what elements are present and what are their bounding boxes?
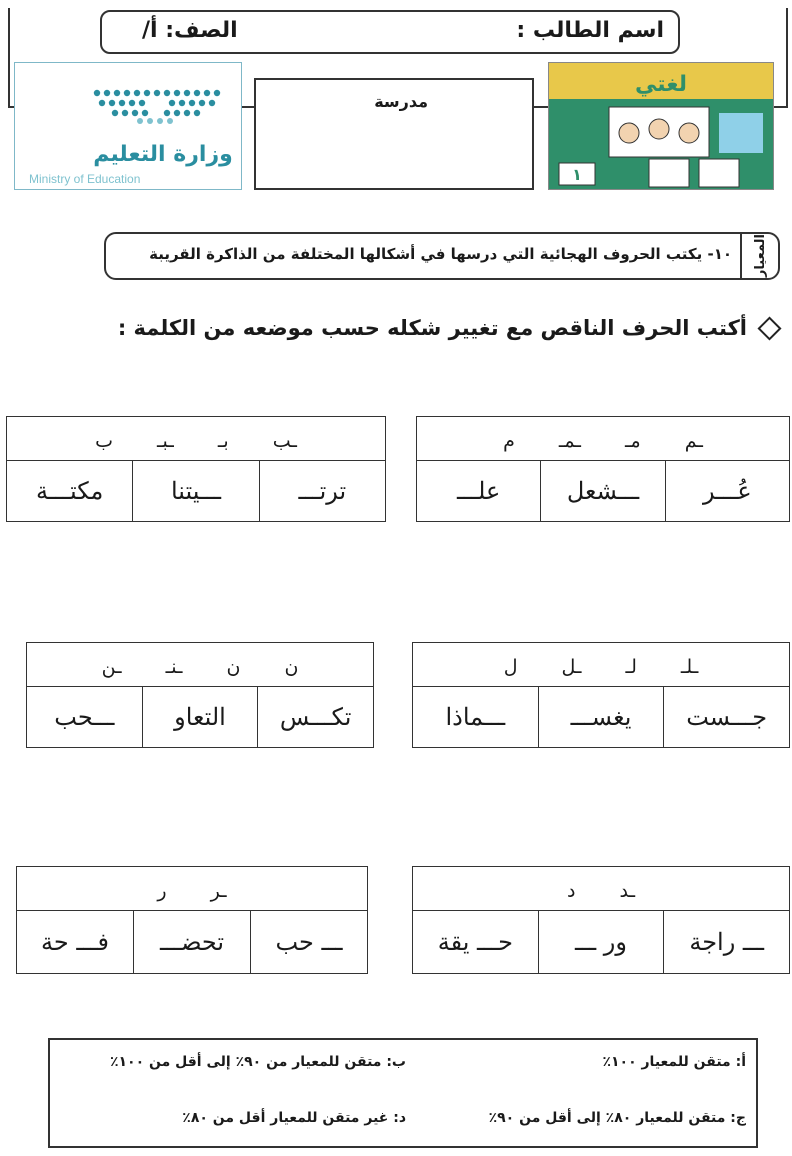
word-blank-cell[interactable]: ترتـــ — [259, 461, 385, 521]
letter-forms — [17, 867, 367, 911]
student-name-label: اسم الطالب : — [516, 18, 664, 43]
word-blank-cell[interactable]: ـــ حب — [250, 911, 367, 973]
letter-form: ـلـ — [680, 655, 699, 678]
ministry-logo — [14, 62, 242, 190]
letter-form: ل — [503, 655, 518, 678]
word-blank-cell[interactable]: يغســـ — [538, 687, 664, 747]
letter-forms — [417, 417, 789, 461]
school-label: مدرسة — [374, 92, 428, 111]
letter-form: ـبـ — [156, 429, 174, 452]
exercise-noon — [26, 642, 374, 748]
letter-form: ـد — [619, 879, 636, 902]
word-blank-cell[interactable]: جـــست — [663, 687, 789, 747]
book-number: ١ — [572, 165, 582, 184]
book-cover-image — [548, 62, 774, 190]
eval-level-d: د: غير متقن للمعيار أقل من ٨٠٪ — [182, 1110, 406, 1126]
word-blank-cell[interactable]: ـــشعل — [540, 461, 664, 521]
ministry-logo-dots-icon — [15, 63, 241, 189]
evaluation-scale — [48, 1038, 758, 1148]
letter-form: م — [503, 429, 515, 452]
eval-level-a: أ: متقن للمعيار ١٠٠٪ — [602, 1054, 746, 1070]
letter-form: ـب — [272, 429, 297, 452]
book-cover-illustration-icon — [549, 63, 774, 190]
letter-forms — [7, 417, 385, 461]
criterion-text: ١٠- يكتب الحروف الهجائية التي درسها في أشكالها المختلفة من الذاكرة القريبة — [149, 245, 732, 263]
criterion-box — [104, 232, 780, 280]
letter-form: د — [567, 879, 576, 902]
word-blank-cell[interactable]: عُـــر — [665, 461, 789, 521]
letter-form: ـر — [210, 879, 227, 902]
letter-form: ن — [226, 655, 241, 678]
letter-form: ـنـ — [165, 655, 183, 678]
criterion-tag: المعيار — [740, 234, 778, 278]
word-blank-cell[interactable]: ـــيتنا — [132, 461, 258, 521]
word-blank-cell[interactable]: ـــحب — [54, 703, 115, 731]
letter-forms — [413, 867, 789, 911]
letter-forms — [27, 643, 373, 687]
letter-form: ـمـ — [558, 429, 581, 452]
exercise-daal — [412, 866, 790, 974]
letter-form: بـ — [217, 429, 229, 452]
word-blank-cell[interactable]: ـــ راجة — [663, 911, 789, 973]
diamond-bullet-icon — [757, 316, 781, 340]
letter-form: ـن — [101, 655, 122, 678]
letter-form: مـ — [624, 429, 641, 452]
letter-form: ب — [95, 429, 113, 452]
school-box — [254, 78, 534, 190]
exercise-meem — [416, 416, 790, 522]
book-title: لغتي — [635, 72, 687, 97]
instruction-text: أكتب الحرف الناقص مع تغيير شكله حسب موضعه من الكلمة : — [117, 316, 747, 340]
letter-form: ر — [157, 879, 167, 902]
eval-level-c: ج: متقن للمعيار ٨٠٪ إلى أقل من ٩٠٪ — [488, 1110, 746, 1126]
student-info-box — [100, 10, 680, 54]
word-blank-cell[interactable]: ـــماذا — [445, 703, 506, 731]
exercise-baa — [6, 416, 386, 522]
word-blank-cell[interactable]: ور ـــ — [538, 911, 664, 973]
ministry-name-en: Ministry of Education — [29, 172, 141, 186]
word-blank-cell[interactable]: تكـــس — [257, 687, 373, 747]
letter-form: ن — [284, 655, 299, 678]
letter-forms — [413, 643, 789, 687]
word-blank-cell[interactable]: مكتـــة — [36, 477, 104, 505]
letter-form: ـم — [684, 429, 703, 452]
word-blank-cell[interactable]: فـــ حة — [41, 928, 109, 956]
word-blank-cell[interactable]: حـــ يقة — [437, 928, 513, 956]
word-blank-cell[interactable]: تحضـــ — [133, 911, 250, 973]
exercise-raa — [16, 866, 368, 974]
word-blank-cell[interactable]: علـــ — [457, 477, 501, 505]
instruction — [118, 316, 778, 340]
eval-level-b: ب: متقن للمعيار من ٩٠٪ إلى أقل من ١٠٠٪ — [109, 1054, 406, 1070]
letter-form: ـل — [561, 655, 582, 678]
class-label: الصف: أ/ — [142, 18, 238, 43]
exercise-laam — [412, 642, 790, 748]
word-blank-cell[interactable]: التعاو — [142, 687, 258, 747]
ministry-name-ar: وزارة التعليم — [93, 142, 233, 167]
letter-form: لـ — [625, 655, 637, 678]
